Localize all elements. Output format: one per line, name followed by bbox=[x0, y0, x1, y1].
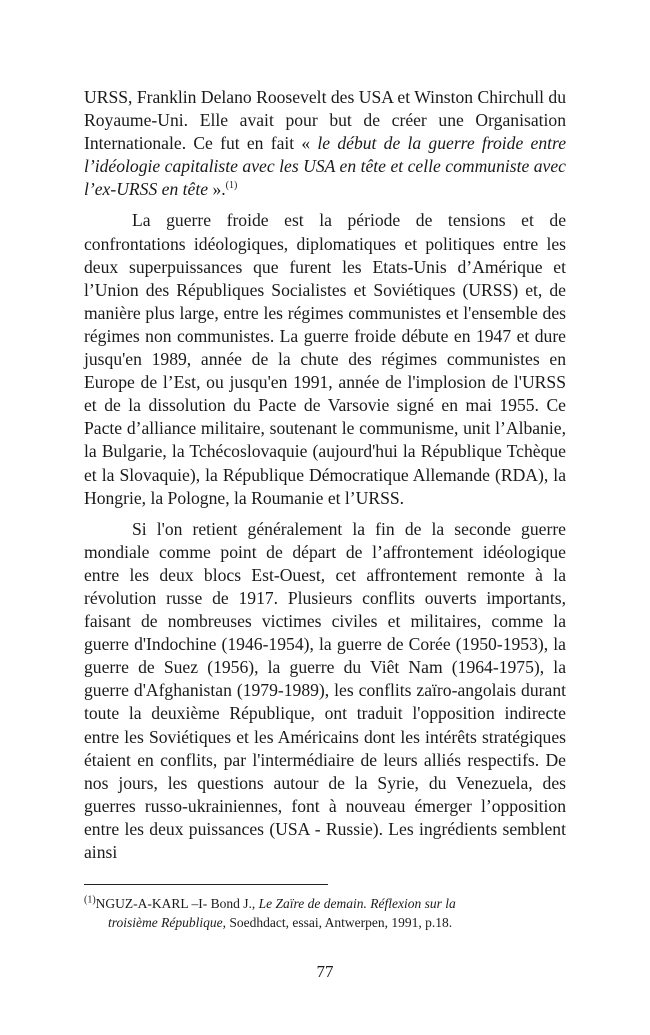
footnote-marker: (1) bbox=[84, 894, 96, 906]
footnote-title-line1: Le Zaïre de demain. Réflexion sur la bbox=[258, 896, 456, 911]
paragraph-1 bbox=[84, 86, 566, 201]
paragraph-1-text-end: ». bbox=[208, 179, 226, 200]
footnote-separator bbox=[84, 884, 328, 885]
page-body bbox=[84, 86, 566, 864]
paragraph-3: Si l'on retient généralement la fin de la seconde guerre mondiale comme point de départ de l’affrontement idéologique entre les deux blocs Est-Ouest, cet affrontement remonte à la révolution russe de 1917. Plusieurs conflits ouverts importants, faisant de nombreuses victimes civiles et militaires, comme la guerre d'Indochine (1946-1954), la guerre de Corée (1950-1953), la guerre de Suez (1956), la guerre du Viêt Nam (1964-1975), la guerre d'Afghanistan (1979-1989), les conflits zaïro-angolais durant toute la deuxième République, ont traduit l'opposition indirecte entre les Soviétiques et les Américains dont les intérêts stratégiques étaient en conflits, par l'intermédiaire de leurs alliés respectifs. De nos jours, les questions autour de la Syrie, du Venezuela, des guerres russo-ukrainiennes, font à nouveau émerger l’opposition entre les deux puissances (USA - Russie). Les ingrédients semblent ainsi bbox=[84, 518, 566, 862]
footnote bbox=[84, 895, 564, 932]
footnote-reference[interactable]: (1) bbox=[225, 180, 238, 192]
paragraph-2: La guerre froide est la période de tensions et de confrontations idéologiques, diplomatiques et politiques entre les deux superpuissances que furent les Etats-Unis d’Amérique et l’Union des Républiques Socialistes et Soviétiques (URSS) et, de manière plus large, entre les régimes communistes et l'ensemble des régimes non communistes. La guerre froide débute en 1947 et dure jusqu'en 1989, année de la chute des régimes communistes en Europe de l’Est, ou jusqu'en 1991, année de l'implosion de l'URSS et de la dissolution du Pacte de Varsovie signé en mai 1955. Ce Pacte d’alliance militaire, soutenant le communisme, unit l’Albanie, la Bulgarie, la Tchécoslovaquie (aujourd'hui la République Tchèque et la Slovaquie), la République Démocratique Allemande (RDA), la Hongrie, la Pologne, la Roumanie et l’URSS. bbox=[84, 210, 566, 508]
page-number: 77 bbox=[316, 962, 334, 981]
paragraph-1-quote: le début de la guerre froide entre l’idéologie capitaliste avec les USA en tête et celle communiste avec l’ex-URSS en tête bbox=[84, 133, 567, 200]
paragraph-1-text-start: URSS, Franklin Delano Roosevelt des USA et Winston Chirchull du Royaume-Uni. Elle avait pour but de créer une Organisation Internationale. Ce fut en fait « bbox=[84, 87, 566, 154]
footnote-author: NGUZ-A-KARL –I- Bond J., bbox=[95, 896, 259, 911]
footnote-publication: , Soedhdact, essai, Antwerpen, 1991, p.18. bbox=[222, 914, 453, 930]
footnote-title-line2: troisième République bbox=[108, 914, 223, 930]
